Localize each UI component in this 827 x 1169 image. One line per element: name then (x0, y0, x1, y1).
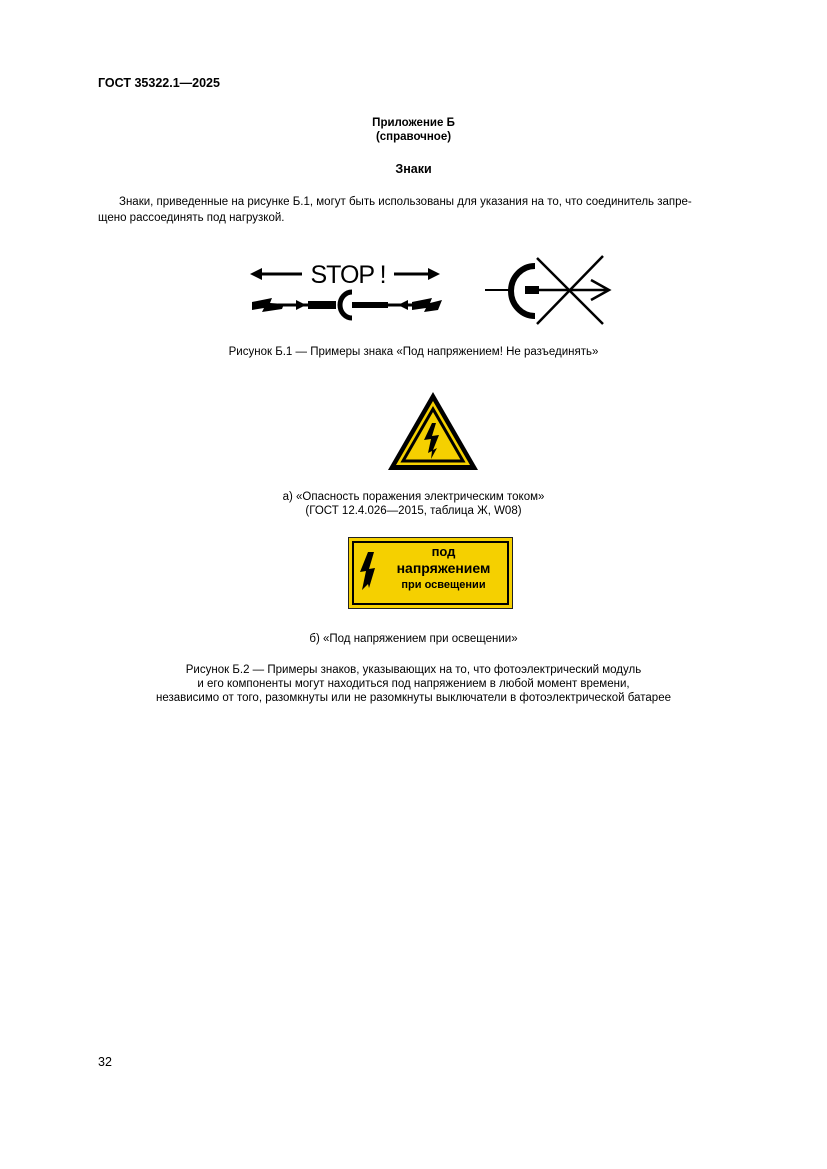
crossed-plug-icon (485, 256, 609, 324)
item-a-caption (0, 490, 827, 518)
item-a-line-1: а) «Опасность поражения электрическим током» (282, 491, 545, 503)
sign-text-line-3: при освещении (401, 579, 486, 591)
intro-paragraph (98, 194, 730, 226)
sign-text-line-1: под (431, 544, 456, 559)
connector-icon (252, 292, 442, 318)
appendix-title: Приложение Б (372, 117, 455, 129)
appendix-heading (0, 116, 827, 144)
figure-b2-caption (0, 663, 827, 705)
section-title: Знаки (395, 162, 432, 176)
no-disconnect-connector-sign (485, 254, 615, 328)
intro-paragraph-line-1: Знаки, приведенные на рисунке Б.1, могут быть использованы для указания на то, что соединитель запре- (119, 196, 692, 208)
figure-b1-caption: Рисунок Б.1 — Примеры знака «Под напряжением! Не разъединять» (228, 346, 599, 358)
figure-b2-caption-line-1: Рисунок Б.2 — Примеры знаков, указывающих на то, что фотоэлектрический модуль (185, 664, 642, 676)
figure-b2-caption-line-3: независимо от того, разомкнуты или не разомкнуты выключатели в фотоэлектрической батарее (155, 692, 671, 704)
appendix-subtitle: (справочное) (375, 131, 452, 143)
intro-paragraph-line-2: щено рассоединять под нагрузкой. (98, 212, 285, 224)
sign-text-line-2: напряжением (396, 560, 491, 576)
live-under-illumination-sign (348, 537, 513, 609)
document-header: ГОСТ 35322.1—2025 (98, 76, 220, 90)
item-b-caption: б) «Под напряжением при освещении» (309, 633, 518, 645)
page-number: 32 (98, 1055, 112, 1069)
electric-shock-warning-sign (386, 390, 480, 472)
figure-b2-caption-line-2: и его компоненты могут находиться под напряжением в любой момент времени, (197, 678, 630, 690)
stop-text: STOP ! (310, 261, 386, 289)
item-a-line-2: (ГОСТ 12.4.026—2015, таблица Ж, W08) (305, 505, 522, 517)
stop-disconnect-sign (248, 258, 448, 320)
